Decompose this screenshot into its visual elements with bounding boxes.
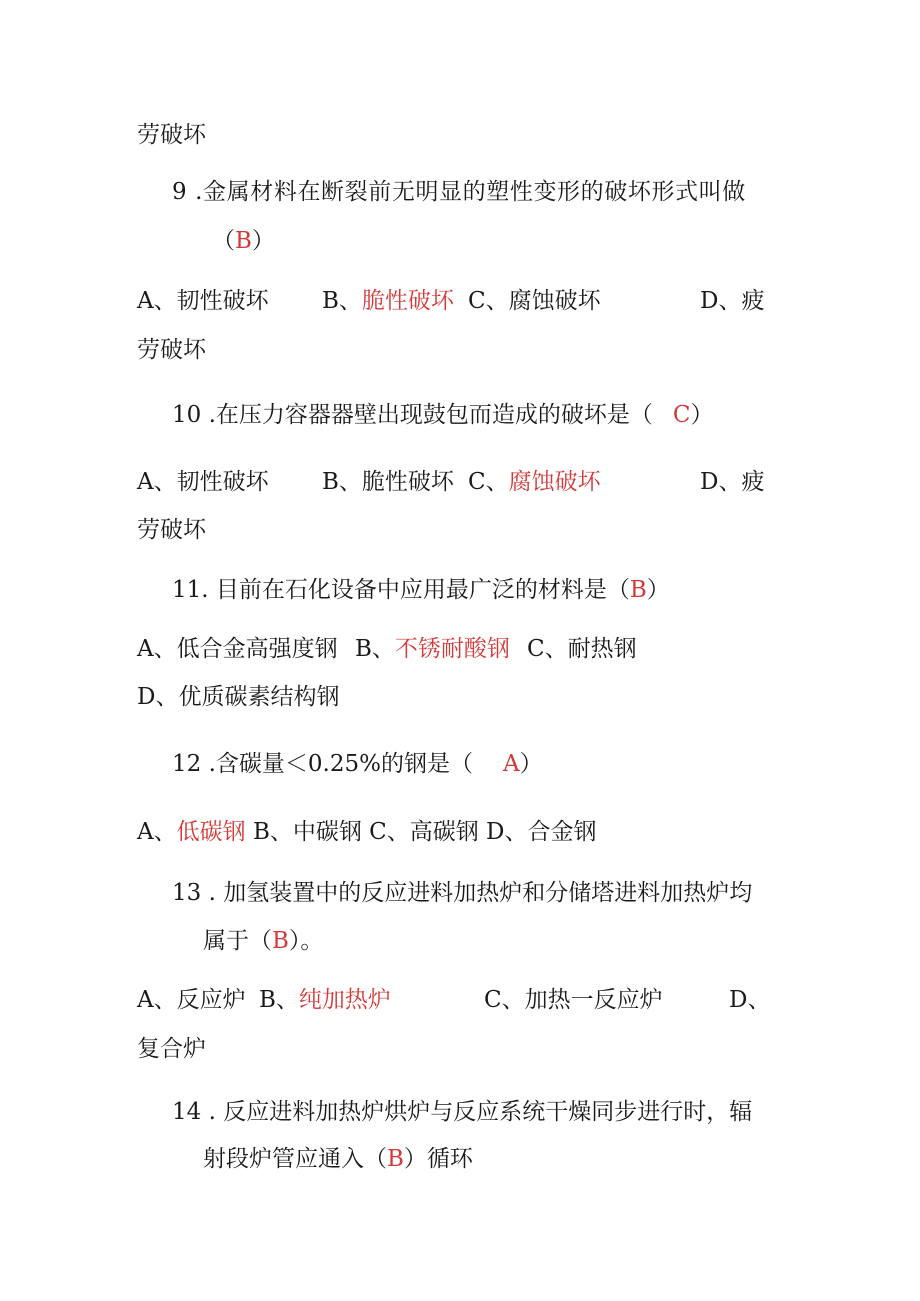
question-10-stem-line: 10 .在压力容器器壁出现鼓包而造成的破坏是（ C） <box>172 402 714 428</box>
question-13-option-c: C、加热一反应炉 <box>484 987 663 1013</box>
question-11-option-a: A、低合金高强度钢 <box>137 636 338 662</box>
question-13-correct-option: 纯加热炉 <box>298 987 391 1013</box>
question-10-option-b: B、脆性破坏 <box>322 469 454 495</box>
question-10-answer: C <box>672 402 691 428</box>
question-13-stem-line-2: 属于（B）。 <box>203 928 324 954</box>
question-9-option-a: A、韧性破坏 <box>137 288 269 314</box>
question-14-stem: 14 . 反应进料加热炉烘炉与反应系统干燥同步进行时，辐 <box>172 1099 753 1125</box>
question-11-option-d: D、优质碳素结构钢 <box>137 684 340 710</box>
question-12-correct-option: 低碳钢 <box>176 819 246 845</box>
question-13-option-d: D、 <box>729 987 771 1013</box>
question-10-option-d: D、疲 <box>700 469 765 495</box>
question-11-correct-option: 不锈耐酸钢 <box>394 636 510 662</box>
question-13-answer: B <box>272 928 289 954</box>
question-9-option-d: D、疲 <box>700 288 765 314</box>
question-12-options: A、低碳钢 B、中碳钢 C、高碳钢 D、合金钢 <box>137 819 597 845</box>
question-10-option-d-wrap: 劳破坏 <box>137 517 206 543</box>
question-13-option-d-wrap: 复合炉 <box>137 1036 206 1062</box>
question-11-stem-line: 11. 目前在石化设备中应用最广泛的材料是（B） <box>172 577 670 603</box>
question-9-option-d-wrap: 劳破坏 <box>137 337 206 363</box>
question-9-answer: B <box>235 228 252 254</box>
question-10-option-c: C、腐蚀破坏 <box>468 469 601 495</box>
question-9-correct-option: 脆性破坏 <box>361 288 454 314</box>
question-11-option-c: C、耐热钢 <box>527 636 637 662</box>
question-13-stem: 13 . 加氢装置中的反应进料加热炉和分储塔进料加热炉均 <box>172 880 753 906</box>
question-11-option-b: B、不锈耐酸钢 <box>355 636 510 662</box>
question-13-option-b: B、纯加热炉 <box>259 987 391 1013</box>
question-9-stem: 9 .金属材料在断裂前无明显的塑性变形的破坏形式叫做 <box>172 179 746 205</box>
question-12-stem-line: 12 .含碳量＜0.25%的钢是（ A） <box>172 751 543 777</box>
question-11-answer: B <box>629 577 647 603</box>
question-14-stem-line-2: 射段炉管应通入（B）循环 <box>203 1146 473 1172</box>
question-10-correct-option: 腐蚀破坏 <box>508 469 601 495</box>
question-12-answer: A <box>502 751 520 777</box>
continuation-text: 劳破坏 <box>137 122 206 148</box>
question-13-option-a: A、反应炉 <box>137 987 246 1013</box>
question-14-answer: B <box>387 1146 404 1172</box>
question-9-option-c: C、腐蚀破坏 <box>468 288 601 314</box>
question-9-option-b: B、脆性破坏 <box>322 288 454 314</box>
question-9-answer-line: （B） <box>212 228 275 254</box>
question-10-option-a: A、韧性破坏 <box>137 469 269 495</box>
